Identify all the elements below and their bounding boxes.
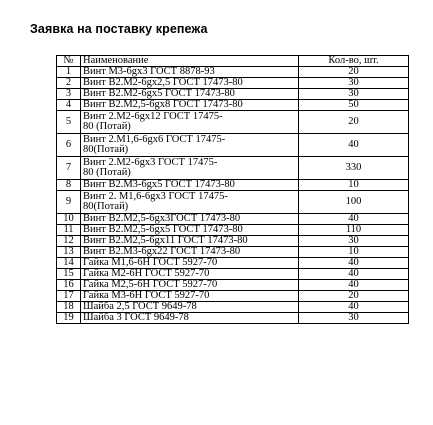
- row-name-line: Винт В2.М2,5-6gх5 ГОСТ 17473-80: [83, 224, 243, 235]
- row-name: [81, 111, 299, 134]
- table-body: [57, 67, 409, 324]
- row-name: [81, 67, 299, 78]
- row-number: 1: [57, 67, 81, 78]
- row-number: 2: [57, 78, 81, 89]
- row-quantity: 10: [299, 180, 409, 191]
- row-quantity: 20: [299, 111, 409, 134]
- row-name-line: Шайба 3 ГОСТ 9649-78: [83, 312, 189, 323]
- row-name: [81, 280, 299, 291]
- header-quantity: Кол-во, шт.: [299, 56, 409, 67]
- row-quantity: 20: [299, 67, 409, 78]
- row-name: [81, 258, 299, 269]
- row-number: 6: [57, 134, 81, 157]
- table-row: [57, 180, 409, 191]
- row-name-line: Винт М3-6gх3 ГОСТ 8878-93: [83, 66, 215, 77]
- row-name-line: Винт В2.М2-6gх5 ГОСТ 17473-80: [83, 88, 235, 99]
- row-name: [81, 247, 299, 258]
- header-number: №: [57, 56, 81, 67]
- table-row: [57, 302, 409, 313]
- row-name-line: Шайба 2,5 ГОСТ 9649-78: [83, 301, 197, 312]
- row-number: 18: [57, 302, 81, 313]
- table-row: [57, 269, 409, 280]
- row-number: 3: [57, 89, 81, 100]
- row-name: [81, 89, 299, 100]
- row-name-line: Винт В2.М2,5-6gх8 ГОСТ 17473-80: [83, 99, 243, 110]
- table-row: [57, 280, 409, 291]
- row-number: 17: [57, 291, 81, 302]
- row-quantity: 40: [299, 280, 409, 291]
- row-number: 15: [57, 269, 81, 280]
- row-quantity: 40: [299, 302, 409, 313]
- row-number: 19: [57, 313, 81, 324]
- row-quantity: 40: [299, 258, 409, 269]
- row-number: 7: [57, 157, 81, 180]
- row-name-line: Винт 2.М1,6-6gх6 ГОСТ 17475-: [83, 134, 226, 145]
- row-quantity: 110: [299, 225, 409, 236]
- table-row: [57, 89, 409, 100]
- row-name-line: 80(Потай): [83, 201, 129, 212]
- row-name: [81, 134, 299, 157]
- header-name: Наименование: [81, 56, 299, 67]
- row-name-line: Винт 2. М1,6-6gх3 ГОСТ 17475-: [83, 191, 228, 202]
- row-name: [81, 180, 299, 191]
- row-name-line: Винт В2.М3-6gх22 ГОСТ 17473-80: [83, 246, 241, 257]
- row-name-line: Винт 2.М2-6gх12 ГОСТ 17475-: [83, 111, 223, 122]
- row-name-line: Винт 2.М2-6gх3 ГОСТ 17475-: [83, 157, 218, 168]
- row-quantity: 30: [299, 236, 409, 247]
- row-name: [81, 214, 299, 225]
- row-number: 16: [57, 280, 81, 291]
- row-name-line: Гайка М3-6Н ГОСТ 5927-70: [83, 290, 210, 301]
- table-row: [57, 67, 409, 78]
- row-name: [81, 225, 299, 236]
- row-name-line: Винт В2.М3-6gх5 ГОСТ 17473-80: [83, 179, 235, 190]
- row-number: 5: [57, 111, 81, 134]
- table-row: [57, 111, 409, 134]
- row-quantity: 40: [299, 214, 409, 225]
- table-row: [57, 100, 409, 111]
- row-number: 12: [57, 236, 81, 247]
- row-quantity: 40: [299, 269, 409, 280]
- row-name: [81, 78, 299, 89]
- row-name-line: Гайка М2,5-6Н ГОСТ 5927-70: [83, 279, 218, 290]
- table-row: [57, 247, 409, 258]
- row-name: [81, 302, 299, 313]
- row-quantity: 10: [299, 247, 409, 258]
- table-row: [57, 157, 409, 180]
- table-row: [57, 191, 409, 214]
- row-name: [81, 291, 299, 302]
- row-quantity: 30: [299, 313, 409, 324]
- row-name: [81, 157, 299, 180]
- row-name-line: Винт В2.М2,5-6gх3ГОСТ 17473-80: [83, 213, 241, 224]
- row-number: 14: [57, 258, 81, 269]
- row-name-line: 80 (Потай): [83, 121, 131, 132]
- table-row: [57, 134, 409, 157]
- row-quantity: 30: [299, 78, 409, 89]
- table-row: [57, 258, 409, 269]
- table-row: [57, 78, 409, 89]
- table-header-row: [57, 56, 409, 67]
- table-row: [57, 313, 409, 324]
- row-name-line: Гайка М1,6-6Н ГОСТ 5927-70: [83, 257, 218, 268]
- row-name-line: Винт В2.М2-6gх2,5 ГОСТ 17473-80: [83, 77, 243, 88]
- row-name-line: Гайка М2-6Н ГОСТ 5927-70: [83, 268, 210, 279]
- row-name: [81, 313, 299, 324]
- table-row: [57, 236, 409, 247]
- row-name-line: 80(Потай): [83, 144, 129, 155]
- row-quantity: 100: [299, 191, 409, 214]
- row-quantity: 20: [299, 291, 409, 302]
- row-number: 4: [57, 100, 81, 111]
- row-quantity: 30: [299, 89, 409, 100]
- row-number: 8: [57, 180, 81, 191]
- row-number: 11: [57, 225, 81, 236]
- row-quantity: 40: [299, 134, 409, 157]
- row-name: [81, 236, 299, 247]
- fastener-order-table: [56, 55, 409, 324]
- document-title: Заявка на поставку крепежа: [30, 22, 208, 36]
- row-name: [81, 269, 299, 280]
- row-number: 10: [57, 214, 81, 225]
- row-name: [81, 191, 299, 214]
- table-row: [57, 214, 409, 225]
- row-number: 9: [57, 191, 81, 214]
- row-name-line: Винт В2.М2,5-6gх11 ГОСТ 17473-80: [83, 235, 248, 246]
- row-number: 13: [57, 247, 81, 258]
- row-quantity: 50: [299, 100, 409, 111]
- table-row: [57, 225, 409, 236]
- table-row: [57, 291, 409, 302]
- row-quantity: 330: [299, 157, 409, 180]
- row-name-line: 80 (Потай): [83, 167, 131, 178]
- row-name: [81, 100, 299, 111]
